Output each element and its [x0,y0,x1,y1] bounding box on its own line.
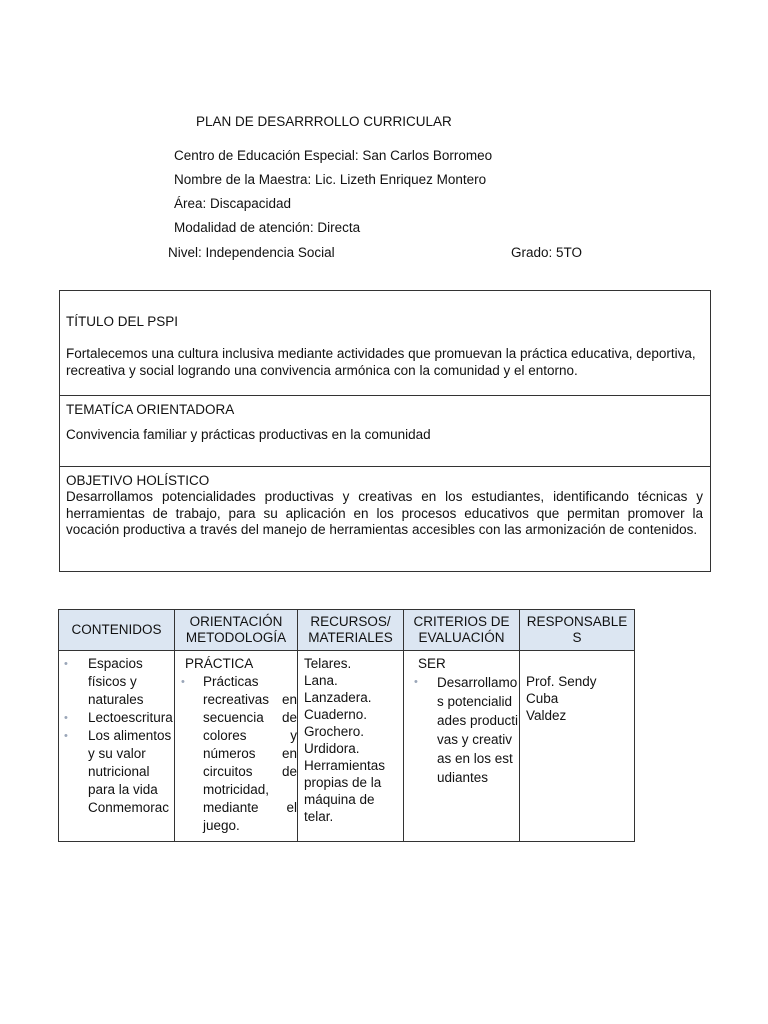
criteria-cell [404,651,520,842]
level-line: Nivel: Independencia Social [168,245,335,260]
criteria-label: SER [418,656,446,671]
header-responsible: RESPONSABLES [520,610,635,651]
resource-item: Urdidora. [304,741,360,756]
bullet-icon: • [64,730,68,742]
resources-cell [298,651,404,842]
header-criteria: CRITERIOS DE EVALUACIÓN [404,610,520,651]
theme-text: Convivencia familiar y prácticas productivas en la comunidad [66,427,431,442]
content-item: Conmemorac [88,800,170,815]
bullet-icon: • [64,658,68,670]
objective-section [60,467,710,573]
resource-item: Grochero. [304,724,365,739]
resource-item: Telares. [304,656,352,671]
document-title: PLAN DE DESARRROLLO CURRICULAR [196,114,452,129]
table-header-row [59,610,635,651]
content-item: Lectoescritura [88,710,173,725]
pspi-title-heading: TÍTULO DEL PSPI [66,314,179,329]
resource-item: Lanzadera. [304,690,372,705]
table-row [59,651,635,842]
bullet-icon: • [64,712,68,724]
theme-heading: TEMATÍCA ORIENTADORA [66,402,235,417]
content-item: Espacios físicos y naturales [88,656,144,707]
modality-line: Modalidad de atención: Directa [174,220,361,235]
responsible-name: Prof. Sendy Cuba Valdez [526,674,597,723]
objective-text: Desarrollamos potencialidades productivas y creativas en los estudiantes, identificando técnicas y herramientas de trabajo, para su aplicación en los procesos educativos que permitan promover la vocación productiva a través del manejo de herramientas accesibles con las armonización de contenidos. [66,489,703,537]
header-resources: RECURSOS/ MATERIALES [298,610,404,651]
criteria-item: Desarrollamos potencialidades productivas y creativas en los estudiantes [437,675,519,785]
resource-item: Lana. [304,673,338,688]
teacher-line: Nombre de la Maestra: Lic. Lizeth Enriquez Montero [174,172,487,187]
header-orientation: ORIENTACIÓN METODOLOGÍA [175,610,298,651]
center-line: Centro de Educación Especial: San Carlos Borromeo [174,148,493,163]
resource-item: Herramientas propias de la máquina de telar. [304,758,386,824]
grade-line: Grado: 5TO [511,245,583,260]
orientation-cell [175,651,298,842]
area-line: Área: Discapacidad [174,196,292,211]
header-contents: CONTENIDOS [59,610,175,651]
orientation-label: PRÁCTICA [185,656,254,671]
orientation-item: Prácticas recreativas en secuencia de colores y números en circuitos de motricidad, mediante el juego. [203,674,297,833]
theme-section [60,396,710,467]
pspi-box [59,290,711,572]
responsible-cell [520,651,635,842]
curriculum-table [58,609,635,842]
pspi-title-text: Fortalecemos una cultura inclusiva mediante actividades que promuevan la práctica educativa, deportiva, recreativa y social logrando una convivencia armónica con la comunidad y el entorno. [66,346,696,378]
contents-cell [59,651,175,842]
objective-heading: OBJETIVO HOLÍSTICO [66,473,210,488]
bullet-icon: • [181,676,185,688]
bullet-icon: • [414,676,418,688]
content-item: Los alimentos y su valor nutricional para la vida [88,728,172,797]
resource-item: Cuaderno. [304,707,368,722]
pspi-title-section [60,291,710,396]
